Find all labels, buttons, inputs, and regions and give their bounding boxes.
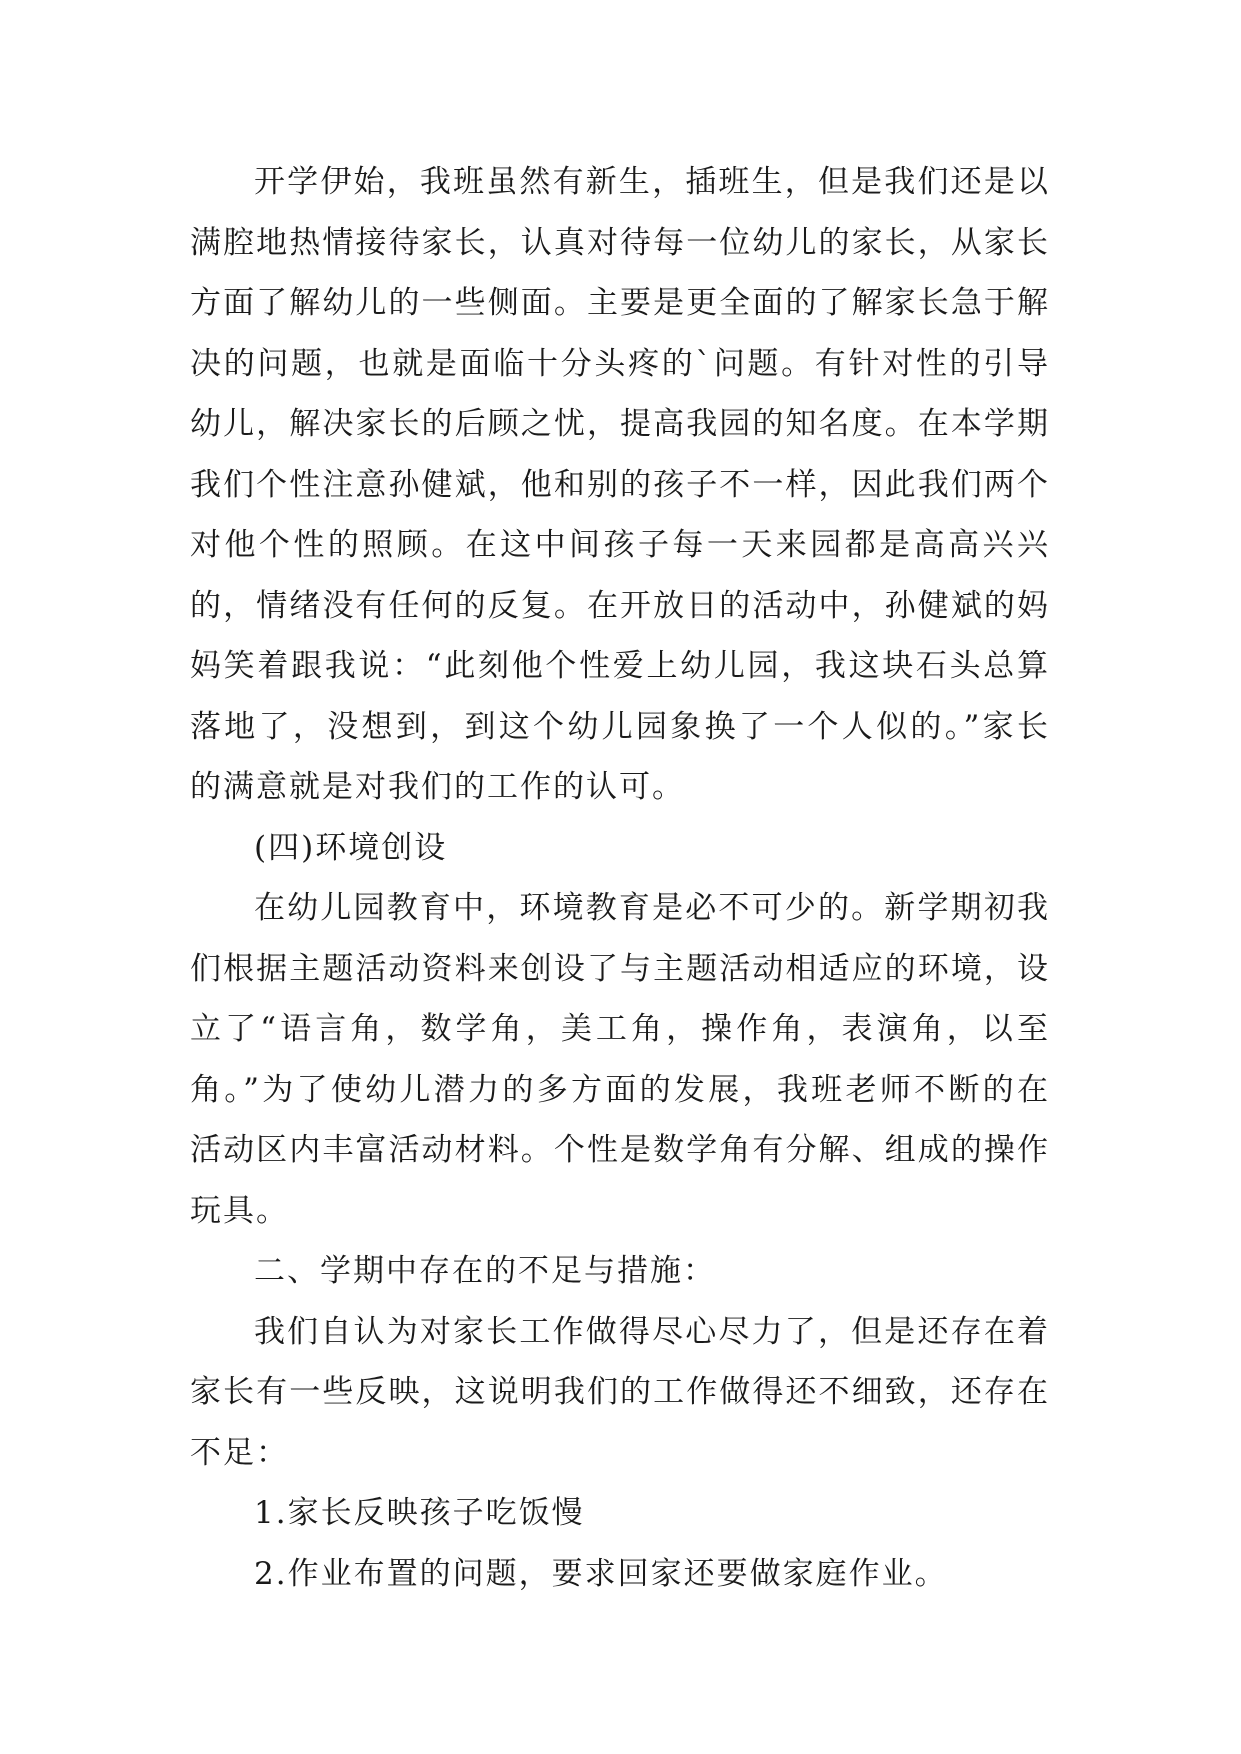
paragraph-parent-communication: 开学伊始，我班虽然有新生，插班生，但是我们还是以满腔地热情接待家长，认真对待每一位幼儿的家长，从家长方面了解幼儿的一些侧面。主要是更全面的了解家长急于解决的问题，也就是面临十分头疼的`问题。有针对性的引导幼儿，解决家长的后顾之忧，提高我园的知名度。在本学期我们个性注意孙健斌，他和别的孩子不一样，因此我们两个对他个性的照顾。在这中间孩子每一天来园都是高高兴兴的，情绪没有任何的反复。在开放日的活动中，孙健斌的妈妈笑着跟我说：“此刻他个性爱上幼儿园，我这块石头总算落地了，没想到，到这个幼儿园象换了一个人似的。”家长的满意就是对我们的工作的认可。 bbox=[190, 164, 1050, 805]
list-item-eating-slowly: 1.家长反映孩子吃饭慢 bbox=[254, 1495, 585, 1531]
paragraph-environment: 在幼儿园教育中，环境教育是必不可少的。新学期初我们根据主题活动资料来创设了与主题活动相适应的环境，设立了“语言角，数学角，美工角，操作角，表演角，以至角。”为了使幼儿潜力的多方面的发展，我班老师不断的在活动区内丰富活动材料。个性是数学角有分解、组成的操作玩具。 bbox=[190, 890, 1050, 1229]
section-heading-environment: (四)环境创设 bbox=[254, 829, 448, 866]
section-heading-shortcomings: 二、学期中存在的不足与措施： bbox=[254, 1253, 716, 1289]
list-item-homework: 2.作业布置的问题，要求回家还要做家庭作业。 bbox=[254, 1555, 948, 1592]
document-body bbox=[190, 152, 1050, 1604]
paragraph-shortcomings: 我们自认为对家长工作做得尽心尽力了，但是还存在着家长有一些反映，这说明我们的工作做得还不细致，还存在不足： bbox=[190, 1313, 1050, 1471]
